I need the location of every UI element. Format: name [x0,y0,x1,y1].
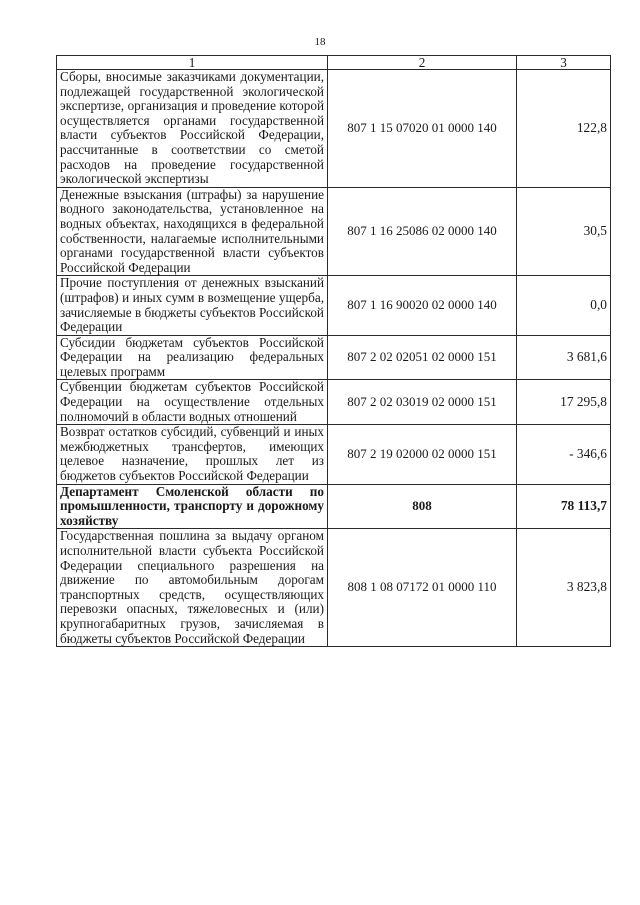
row-amount: 0,0 [517,276,611,335]
row-amount: 122,8 [517,70,611,188]
table-row [57,187,611,276]
row-amount: - 346,6 [517,425,611,484]
column-header-code: 2 [328,56,517,70]
row-code: 807 1 16 25086 02 0000 140 [328,187,517,276]
page-number: 18 [314,36,326,48]
row-name: Сборы, вносимые заказчиками документации, подлежащей государственной экологической экспертизе, организация и проведение которой осуществляется органами государственной власти субъектов Российской Федерации, рассчитанные в соответствии со сметой расходов на проведение государственной экологической экспертизы [57,70,328,188]
table-row [57,276,611,335]
row-code: 807 2 02 02051 02 0000 151 [328,335,517,380]
table-row [57,335,611,380]
row-name: Государственная пошлина за выдачу органом исполнительной власти субъекта Российской Федерации специального разрешения на движение по автомобильным дорогам транспортных средств, осуществляющих перевозки опасных, тяжеловесных и (или) крупногабаритных грузов, зачисляемая в бюджеты субъектов Российской Федерации [57,529,328,647]
row-code: 807 2 19 02000 02 0000 151 [328,425,517,484]
table-row [57,425,611,484]
table-row [57,529,611,647]
row-amount: 3 681,6 [517,335,611,380]
budget-revenue-table [56,55,611,647]
table-row [57,70,611,188]
row-amount: 30,5 [517,187,611,276]
table-header-row [57,56,611,70]
row-name: Субсидии бюджетам субъектов Российской Федерации на реализацию федеральных целевых программ [57,335,328,380]
department-code: 808 [328,484,517,529]
column-header-amount: 3 [517,56,611,70]
row-code: 807 2 02 03019 02 0000 151 [328,380,517,425]
row-amount: 3 823,8 [517,529,611,647]
department-row [57,484,611,529]
row-name: Возврат остатков субсидий, субвенций и иных межбюджетных трансфертов, имеющих целевое назначение, прошлых лет из бюджетов субъектов Российской Федерации [57,425,328,484]
department-total: 78 113,7 [517,484,611,529]
row-code: 808 1 08 07172 01 0000 110 [328,529,517,647]
row-name: Денежные взыскания (штрафы) за нарушение водного законодательства, установленное на водных объектах, находящихся в федеральной собственности, налагаемые исполнительными органами государственной власти субъектов Российской Федерации [57,187,328,276]
department-name: Департамент Смоленской области по промышленности, транспорту и дорожному хозяйству [57,484,328,529]
row-name: Субвенции бюджетам субъектов Российской Федерации на осуществление отдельных полномочий в области водных отношений [57,380,328,425]
row-code: 807 1 16 90020 02 0000 140 [328,276,517,335]
row-code: 807 1 15 07020 01 0000 140 [328,70,517,188]
column-header-name: 1 [57,56,328,70]
row-amount: 17 295,8 [517,380,611,425]
row-name: Прочие поступления от денежных взысканий (штрафов) и иных сумм в возмещение ущерба, зачисляемые в бюджеты субъектов Российской Федерации [57,276,328,335]
table-row [57,380,611,425]
